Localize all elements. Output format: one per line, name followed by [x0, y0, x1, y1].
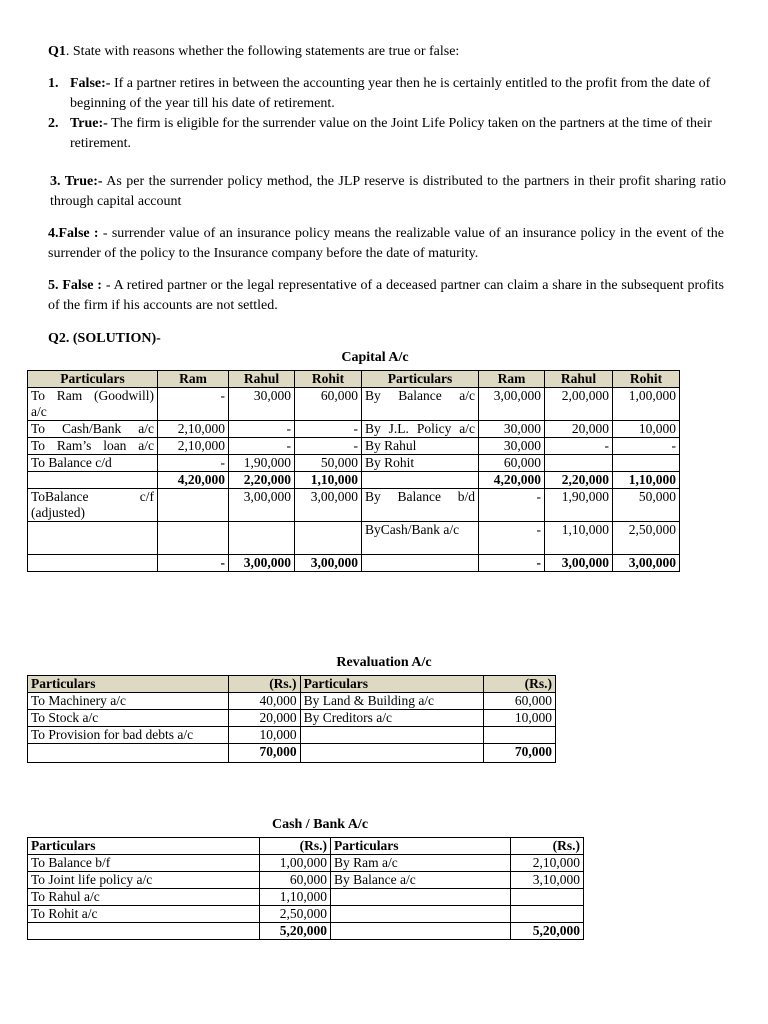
cell: 3,00,000 [545, 555, 613, 572]
cell: 5,20,000 [260, 923, 331, 940]
q1-section [48, 42, 728, 154]
table-header-row [28, 838, 584, 855]
cell: 1,00,000 [613, 388, 680, 421]
table-total-row [28, 555, 680, 572]
q2-heading [48, 329, 724, 349]
header-cell: Rohit [613, 371, 680, 388]
cell [300, 744, 484, 763]
cell: 60,000 [295, 388, 362, 421]
cell: 1,90,000 [229, 455, 295, 472]
cell: 3,00,000 [295, 555, 362, 572]
cell: To Stock a/c [28, 710, 229, 727]
table-row [28, 455, 680, 472]
cell: 2,10,000 [158, 421, 229, 438]
cell: By Land & Building a/c [300, 693, 484, 710]
cell: By Ram a/c [331, 855, 511, 872]
cell: - [479, 489, 545, 522]
table-row [28, 438, 680, 455]
q1-item-3 [48, 172, 726, 212]
cell: 70,000 [484, 744, 556, 763]
cell: 30,000 [229, 388, 295, 421]
item-verdict: True:- [70, 116, 108, 131]
q1-item-5 [48, 276, 724, 316]
cell [362, 472, 479, 489]
cell: 2,20,000 [229, 472, 295, 489]
cell [28, 555, 158, 572]
cell: - [158, 555, 229, 572]
cell [511, 906, 584, 923]
cell: By Balance a/c [331, 872, 511, 889]
cell: By Creditors a/c [300, 710, 484, 727]
cell: To Balance b/f [28, 855, 260, 872]
cell [295, 522, 362, 555]
cell [158, 522, 229, 555]
cell [331, 906, 511, 923]
cash-title: Cash / Bank A/c [271, 817, 369, 832]
header-cell: Ram [158, 371, 229, 388]
cell [28, 923, 260, 940]
cell [613, 455, 680, 472]
table-row [28, 489, 680, 522]
table-row [28, 388, 680, 421]
cell: ToBalance c/f (adjusted) [28, 489, 158, 522]
cell: 10,000 [484, 710, 556, 727]
cell: To Provision for bad debts a/c [28, 727, 229, 744]
item-verdict: 3. True:- [50, 174, 103, 189]
cell: ByCash/Bank a/c [362, 522, 479, 555]
cell: - [158, 455, 229, 472]
item-number: 1. [48, 76, 59, 91]
cell: 3,00,000 [229, 489, 295, 522]
header-cell: Particulars [28, 371, 158, 388]
cell: 2,00,000 [545, 388, 613, 421]
header-cell: (Rs.) [484, 676, 556, 693]
header-cell: Rohit [295, 371, 362, 388]
cell: 20,000 [545, 421, 613, 438]
cell: To Rohit a/c [28, 906, 260, 923]
cell: To Cash/Bank a/c [28, 421, 158, 438]
cell: - [295, 438, 362, 455]
header-cell: (Rs.) [260, 838, 331, 855]
cell: 3,00,000 [479, 388, 545, 421]
cell [28, 744, 229, 763]
cell [331, 889, 511, 906]
cell: 10,000 [228, 727, 300, 744]
cell: 5,20,000 [511, 923, 584, 940]
cell: 20,000 [228, 710, 300, 727]
table-row [28, 889, 584, 906]
cell [28, 522, 158, 555]
cell: By J.L. Policy a/c [362, 421, 479, 438]
cell: 2,50,000 [260, 906, 331, 923]
revaluation-title: Revaluation A/c [336, 655, 432, 670]
cell: By Balance a/c [362, 388, 479, 421]
q1-heading [48, 42, 728, 62]
item-verdict: 5. False : [48, 278, 102, 293]
cell: 1,10,000 [295, 472, 362, 489]
header-cell: Particulars [362, 371, 479, 388]
q1-heading-text: . State with reasons whether the following statements are true or false: [65, 44, 460, 59]
cell: To Joint life policy a/c [28, 872, 260, 889]
cell: To Ram (Goodwill) a/c [28, 388, 158, 421]
cash-table [27, 837, 584, 940]
table-total-row [28, 923, 584, 940]
cell: 60,000 [260, 872, 331, 889]
cell: 2,10,000 [511, 855, 584, 872]
table-total-row [28, 744, 556, 763]
cell: - [229, 421, 295, 438]
header-cell: Rahul [229, 371, 295, 388]
header-cell: Ram [479, 371, 545, 388]
table-row [28, 855, 584, 872]
cell: 30,000 [479, 421, 545, 438]
item-text: As per the surrender policy method, the JLP reserve is distributed to the partners in their profit sharing ratio through capital account [50, 174, 726, 209]
header-cell: (Rs.) [228, 676, 300, 693]
item-text: - A retired partner or the legal representative of a deceased partner can claim a share in the subsequent profits of the firm if his accounts are not settled. [48, 278, 724, 313]
cell: To Rahul a/c [28, 889, 260, 906]
capital-table [27, 370, 680, 572]
cell: 1,10,000 [545, 522, 613, 555]
cell: 40,000 [228, 693, 300, 710]
cell: 10,000 [613, 421, 680, 438]
cell: To Ram’s loan a/c [28, 438, 158, 455]
cell: 3,00,000 [295, 489, 362, 522]
cell: 50,000 [295, 455, 362, 472]
cell: - [158, 388, 229, 421]
header-cell: Particulars [331, 838, 511, 855]
cell: To Machinery a/c [28, 693, 229, 710]
table-row [28, 522, 680, 555]
cell: 30,000 [479, 438, 545, 455]
cell [331, 923, 511, 940]
table-row [28, 872, 584, 889]
cell: - [613, 438, 680, 455]
cell: 2,50,000 [613, 522, 680, 555]
item-text: - surrender value of an insurance policy means the realizable value of an insurance policy in the event of the surrender of the policy to the Insurance company before the date of maturity. [48, 226, 724, 261]
cell: 2,20,000 [545, 472, 613, 489]
cell: 50,000 [613, 489, 680, 522]
cell: 70,000 [228, 744, 300, 763]
cell: 4,20,000 [479, 472, 545, 489]
cell: By Rohit [362, 455, 479, 472]
table-row [28, 906, 584, 923]
q2-heading-text: Q2. (SOLUTION)- [48, 331, 161, 346]
header-cell: (Rs.) [511, 838, 584, 855]
header-cell: Particulars [28, 838, 260, 855]
cell: 3,10,000 [511, 872, 584, 889]
cell [484, 727, 556, 744]
cell: 1,00,000 [260, 855, 331, 872]
revaluation-table [27, 675, 556, 763]
header-cell: Rahul [545, 371, 613, 388]
cell [511, 889, 584, 906]
cell: - [295, 421, 362, 438]
q1-item-4 [48, 224, 724, 264]
item-number: 2. [48, 116, 59, 131]
table-total-row [28, 472, 680, 489]
item-text: The firm is eligible for the surrender value on the Joint Life Policy taken on the partners at the time of their retirement. [70, 116, 712, 151]
cell: - [479, 522, 545, 555]
header-cell: Particulars [28, 676, 229, 693]
header-cell: Particulars [300, 676, 484, 693]
cell: 3,00,000 [613, 555, 680, 572]
cell [28, 472, 158, 489]
cell: 1,90,000 [545, 489, 613, 522]
cell: 1,10,000 [260, 889, 331, 906]
item-verdict: False:- [70, 76, 111, 91]
cell: - [545, 438, 613, 455]
table-row [28, 421, 680, 438]
table-row [28, 710, 556, 727]
cell: 4,20,000 [158, 472, 229, 489]
cell [158, 489, 229, 522]
cell: To Balance c/d [28, 455, 158, 472]
q1-item-1 [48, 74, 728, 114]
cell: 3,00,000 [229, 555, 295, 572]
table-row [28, 693, 556, 710]
cell: - [479, 555, 545, 572]
table-header-row [28, 371, 680, 388]
cell [229, 522, 295, 555]
cell [362, 555, 479, 572]
capital-title: Capital A/c [341, 350, 409, 365]
cell: By Rahul [362, 438, 479, 455]
item-text: If a partner retires in between the accounting year then he is certainly entitled to the profit from the date of beginning of the year till his date of retirement. [70, 76, 711, 111]
cell: By Balance b/d [362, 489, 479, 522]
q1-item-2 [48, 114, 728, 154]
table-row [28, 727, 556, 744]
cell [300, 727, 484, 744]
cell: - [229, 438, 295, 455]
q1-label: Q1 [48, 44, 66, 59]
cell [545, 455, 613, 472]
cell: 2,10,000 [158, 438, 229, 455]
cell: 1,10,000 [613, 472, 680, 489]
item-verdict: 4.False : [48, 226, 99, 241]
cell: 60,000 [479, 455, 545, 472]
cell: 60,000 [484, 693, 556, 710]
table-header-row [28, 676, 556, 693]
